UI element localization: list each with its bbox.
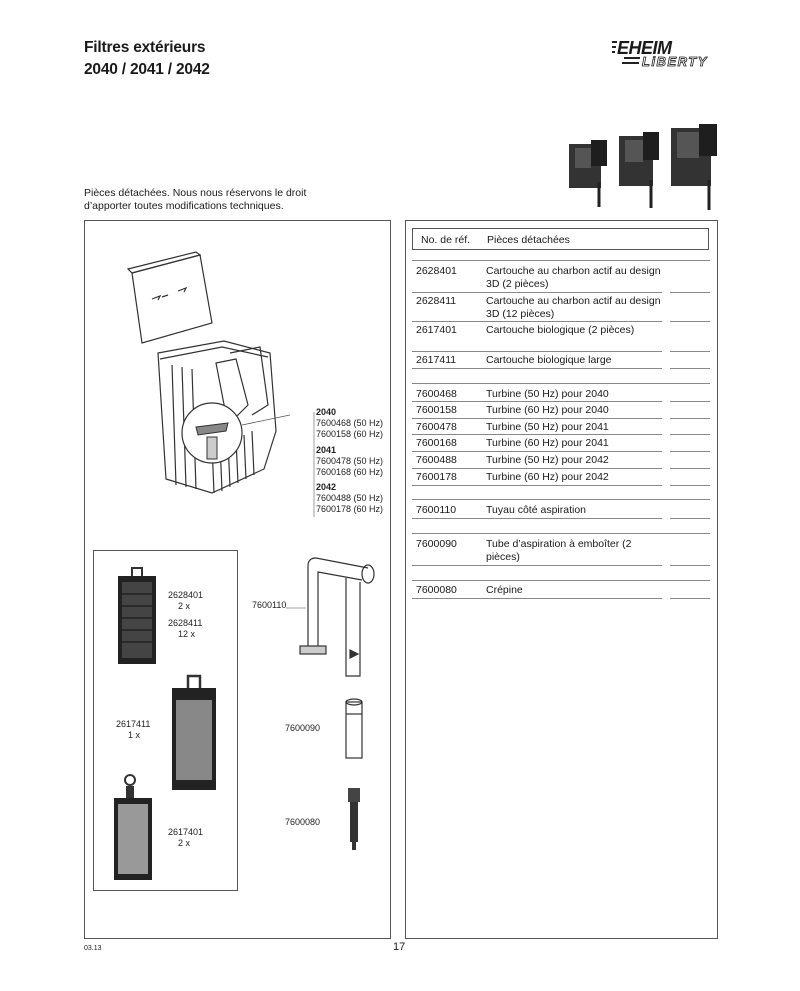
row-description: Turbine (60 Hz) pour 2040	[486, 404, 609, 416]
title-line-2: 2040 / 2041 / 2042	[84, 61, 210, 78]
row-ref: 7600178	[416, 471, 457, 483]
intro-text	[84, 187, 314, 213]
model-2041-ref-50hz: 7600478 (50 Hz)	[316, 456, 384, 466]
bio-qty: 2 x	[178, 838, 191, 848]
suction-tube-label: 7600090	[285, 723, 321, 733]
page-number: 17	[393, 941, 406, 953]
row-ref: 2617401	[416, 324, 457, 336]
row-ref: 7600080	[416, 584, 457, 596]
carbon-ref-2: 2628411	[168, 618, 203, 628]
intake-pipe-label: 7600110	[252, 600, 287, 610]
page-title	[84, 37, 210, 81]
filter-2042-image	[671, 124, 717, 210]
bio-large-cartridge-image	[172, 676, 216, 790]
model-2040-ref-60hz: 7600158 (60 Hz)	[316, 429, 384, 439]
carbon-cartridge-labels	[168, 590, 203, 640]
row-description: Crépine	[486, 584, 523, 596]
model-2040-name: 2040	[316, 407, 337, 417]
model-2040-ref-50hz: 7600468 (50 Hz)	[316, 418, 384, 428]
carbon-qty-2: 12 x	[178, 629, 196, 639]
row-ref: 2617411	[416, 354, 457, 366]
model-label-2042	[316, 482, 383, 515]
bio-cartridge-labels	[168, 827, 203, 849]
eheim-liberty-logo	[612, 38, 718, 72]
column-header-ref: No. de réf.	[421, 234, 471, 246]
row-ref: 7600110	[416, 504, 457, 516]
row-ref: 7600478	[416, 421, 457, 433]
model-2042-ref-60hz: 7600178 (60 Hz)	[316, 504, 384, 514]
row-description: Tuyau côté aspiration	[486, 504, 587, 516]
filter-lid-drawing	[128, 252, 212, 343]
row-description: Cartouche au charbon actif au design 3D (12 pièces)	[486, 295, 661, 320]
row-description: Turbine (60 Hz) pour 2042	[486, 471, 609, 483]
filter-2041-image	[619, 132, 659, 208]
suction-tube-drawing	[346, 699, 362, 758]
logo-product: LiBERTY	[642, 54, 708, 69]
model-2041-name: 2041	[316, 445, 337, 455]
bio-ref: 2617401	[168, 827, 204, 837]
parts-table-header	[412, 228, 709, 250]
intro-line-1: Pièces détachées. Nous nous réservons le droit	[84, 187, 307, 199]
row-ref: 2628401	[416, 265, 457, 277]
carbon-qty-1: 2 x	[178, 601, 191, 611]
footer-date: 03.13	[84, 945, 102, 952]
strainer-label: 7600080	[285, 817, 321, 827]
row-description: Cartouche biologique (2 pièces)	[486, 324, 635, 336]
carbon-cartridge-image	[118, 568, 156, 664]
bio-large-ref: 2617411	[116, 719, 151, 729]
bio-cartridge-image	[114, 775, 152, 880]
bio-large-qty: 1 x	[128, 730, 141, 740]
column-header-description: Pièces détachées	[487, 234, 570, 246]
model-2042-ref-50hz: 7600488 (50 Hz)	[316, 493, 384, 503]
row-description: Turbine (50 Hz) pour 2040	[486, 388, 609, 400]
model-label-bracket	[306, 412, 316, 522]
row-description: Turbine (60 Hz) pour 2041	[486, 437, 609, 449]
row-ref: 7600090	[416, 538, 457, 550]
row-description: Cartouche biologique large	[486, 354, 612, 366]
logo-brand: EHEIM	[617, 38, 672, 58]
turbine-drawing	[182, 403, 290, 463]
strainer-drawing	[348, 788, 360, 850]
row-ref: 2628411	[416, 295, 457, 307]
row-description: Turbine (50 Hz) pour 2042	[486, 454, 609, 466]
row-ref: 7600158	[416, 404, 457, 416]
row-ref: 7600168	[416, 437, 457, 449]
bio-large-cartridge-labels	[116, 719, 150, 741]
model-2042-name: 2042	[316, 482, 337, 492]
filter-models-illustration	[565, 122, 725, 214]
model-label-2040	[316, 407, 383, 440]
filter-exploded-drawing	[120, 255, 300, 505]
model-2041-ref-60hz: 7600168 (60 Hz)	[316, 467, 384, 477]
row-ref: 7600468	[416, 388, 457, 400]
model-label-2041	[316, 445, 383, 478]
pipes-drawing	[290, 556, 386, 856]
intro-line-2: d’apporter toutes modifications techniques.	[84, 200, 284, 212]
row-description: Turbine (50 Hz) pour 2041	[486, 421, 609, 433]
intake-pipe-drawing	[300, 558, 374, 676]
carbon-ref-1: 2628401	[168, 590, 204, 600]
filter-2040-image	[569, 140, 607, 207]
title-line-1: Filtres extérieurs	[84, 39, 206, 56]
row-ref: 7600488	[416, 454, 457, 466]
row-description: Cartouche au charbon actif au design 3D (2 pièces)	[486, 265, 661, 290]
row-description: Tube d’aspiration à emboîter (2 pièces)	[486, 538, 632, 563]
